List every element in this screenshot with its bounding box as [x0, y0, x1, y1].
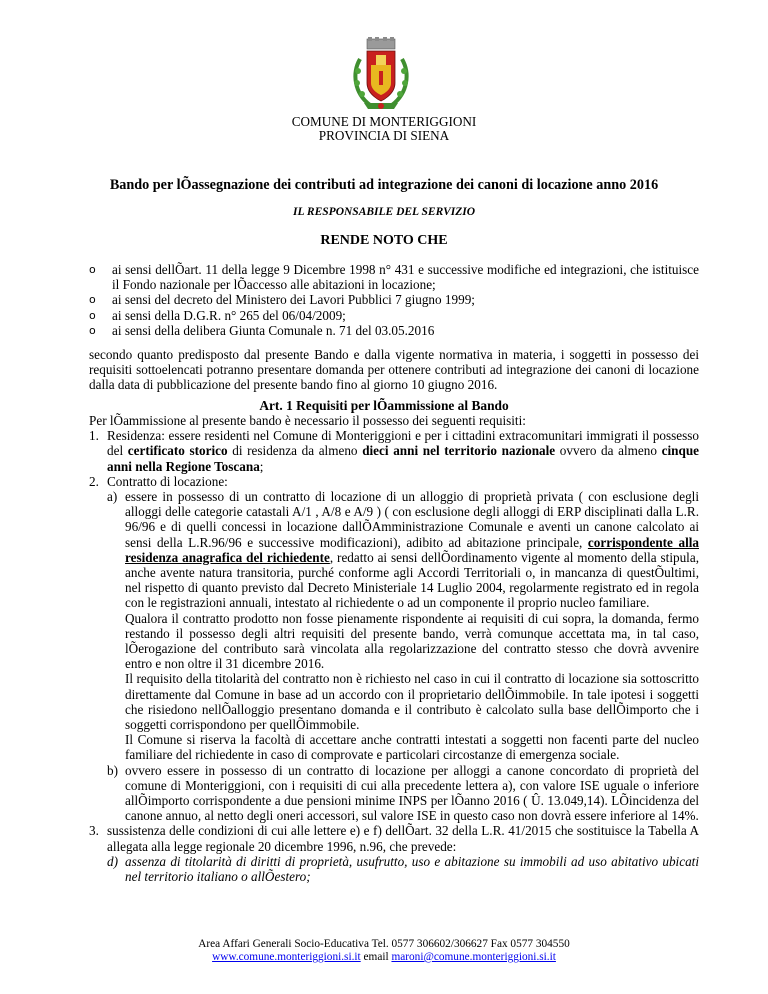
sub-paragraph: Il requisito della titolarità del contratto non è richiesto nel caso in cui il contratto di locazione sia sottoscritto direttamente dal Comune in base ad un accordo con il proprietario dellÕimmobile. In tale ipotesi i soggetti che risiedono nellÕalloggio presentano domanda e il contributo è calcolato sulla base dellÕimporto che i soggetti corrispondono per quellÕimmobile. — [125, 671, 699, 733]
list-item-text: ai sensi dellÕart. 11 della legge 9 Dicembre 1998 n° 431 e successive modifiche ed integrazioni, che istituisce il Fondo nazionale per lÕaccesso alle abitazioni in locazione; — [112, 262, 699, 293]
document-title: Bando per lÕassegnazione dei contributi ad integrazione dei canoni di locazione anno 2016 — [109, 177, 659, 193]
text-run-bold: certificato storico — [127, 443, 228, 459]
announcement-heading: RENDE NOTO CHE — [320, 233, 448, 248]
item-text: sussistenza delle condizioni di cui alle lettere e) e f) dellÕart. 32 della L.R. 41/2015 che sostituisce la Tabella A allegata alla legge regionale 20 dicembre 1996, n.96, che prevede: — [107, 823, 699, 854]
intro-paragraph: secondo quanto predisposto dal presente Bando e dalla vigente normativa in materia, i soggetti in possesso dei requisiti sottoelencati potranno presentare domanda per ottenere contributi ad integrazione dei canoni di locazione dalla data di pubblicazione del presente bando fino al giorno 10 giugno 2016. — [89, 347, 699, 393]
item-number: 2. — [89, 473, 99, 489]
requirement-conditions — [89, 823, 699, 853]
text-run: di residenza da almeno — [227, 443, 363, 459]
sub-item-b — [107, 763, 699, 824]
province-name: PROVINCIA DI SIENA — [318, 128, 450, 143]
municipality-name: COMUNE DI MONTERIGGIONI — [291, 114, 477, 129]
list-item-text: ai sensi del decreto del Ministero dei Lavori Pubblici 7 giugno 1999; — [112, 292, 475, 308]
hollow-circle-icon: o — [89, 263, 96, 276]
list-item-text: ai sensi della D.G.R. n° 265 del 06/04/2009; — [112, 307, 346, 323]
sub-item-d — [107, 854, 699, 884]
list-item — [89, 323, 699, 338]
hollow-circle-icon: o — [89, 323, 96, 337]
sub-item-a — [107, 489, 699, 611]
text-run: Residenza: essere residenti nel Comune di Monteriggioni e per i cittadini extracomunitari immigrati il possesso del — [107, 428, 699, 459]
item-text: Contratto di locazione: — [107, 473, 228, 489]
footer-text: email — [360, 951, 392, 963]
article-body — [89, 413, 699, 884]
list-item — [89, 292, 699, 307]
text-run-bold: dieci anni nel territorio nazionale — [362, 443, 556, 459]
list-item — [89, 262, 699, 292]
sub-item-label: d) — [107, 853, 118, 869]
requirement-contract — [89, 474, 699, 489]
text-run: ovvero essere in possesso di un contratto di locazione per alloggi a canone concordato di proprietà del comune di Monteriggioni, con i requisiti di cui alla precedente lettera a), con valore ISE uguale o inferiore allÕimporto corrispondente a due pensioni minime INPS per lÕanno 2016 ( Û. 13.049,14). LÕincidenza del canone annuo, al netto degli oneri accessori, sul valore ISE in questo caso non dovrà essere inferiore al 14%. — [125, 762, 699, 824]
text-run-bold-underlined: corrispondente alla residenza anagrafica del richiedente — [125, 534, 699, 565]
sub-item-label: b) — [107, 762, 118, 778]
list-item-text: ai sensi della delibera Giunta Comunale n. 71 del 03.05.2016 — [112, 322, 435, 338]
text-run-italic: assenza di titolarità di diritti di proprietà, usufrutto, uso e abitazione su immobili ad uso abitativo ubicati nel territorio italiano o allÕestero; — [125, 853, 699, 885]
legal-basis-list — [89, 262, 699, 338]
responsible-heading: IL RESPONSABILE DEL SERVIZIO — [292, 206, 476, 218]
list-item — [89, 308, 699, 323]
sub-paragraph: Il Comune si riserva la facoltà di accettare anche contratti intestati a soggetti non facenti parte del nucleo familiare del richiedente in caso di comprovate e particolari circostanze di emergenza sociale. — [125, 732, 699, 763]
item-number: 3. — [89, 823, 99, 839]
text-run: ovvero da almeno — [555, 443, 662, 459]
footer-links — [0, 951, 768, 964]
item-number: 1. — [89, 428, 99, 444]
sub-paragraph: Qualora il contratto prodotto non fosse pienamente rispondente ai requisiti di cui sopra, la domanda, fermo restando il possesso degli altri requisiti del presente bando, verrà comunque accettata ma, in tal caso, lÕerogazione del contributo sarà vincolata alla regolarizzazione del contratto stesso che dovrà avvenire entro e non oltre il 31 dicembre 2016. — [125, 610, 699, 672]
footer-contacts: Area Affari Generali Socio-Educativa Tel. 0577 306602/306627 Fax 0577 304550 — [198, 938, 570, 950]
text-run: essere in possesso di un contratto di locazione di un alloggio di proprietà privata ( con esclusione degli alloggi delle categorie catastali A/1 , A/8 e A/9 ) ( con esclusione degli alloggi di ERP disciplinati dalla L.R. 96/96 e di quelli concessi in locazione dallÕAmministrazione Comunale e aventi un canone calcolato ai sensi della L.R.96/96 e successive modificazioni), adibito ad abitazione principale, — [125, 489, 699, 550]
website-link[interactable]: www.comune.monteriggioni.si.it — [212, 951, 361, 963]
coat-of-arms-icon — [350, 37, 412, 115]
requirement-residence — [89, 428, 699, 474]
page-footer — [0, 938, 768, 964]
hollow-circle-icon: o — [89, 293, 96, 307]
article-heading: Art. 1 Requisiti per lÕammissione al Bando — [259, 398, 509, 413]
text-run: , redatto ai sensi dellÕordinamento vigente al momento della stipula, anche avente natura transitoria, purché conforme agli Accordi Territoriali o, in mancanza di questÕultimi, nel rispetto di quanto previsto dal Decreto Ministeriale 14 Luglio 2004, regolarmente registrato ed in regola con le registrazioni annuali, intestato al richiedente o ad un componente il proprio nucleo familiare. — [125, 549, 699, 611]
text-run-bold: cinque anni nella Regione Toscana — [107, 443, 700, 474]
email-link[interactable]: maroni@comune.monteriggioni.si.it — [391, 951, 556, 963]
hollow-circle-icon: o — [89, 308, 96, 322]
text-run: ; — [259, 458, 264, 474]
sub-item-label: a) — [107, 489, 118, 505]
article-lead: Per lÕammissione al presente bando è necessario il possesso dei seguenti requisiti: — [89, 413, 526, 428]
